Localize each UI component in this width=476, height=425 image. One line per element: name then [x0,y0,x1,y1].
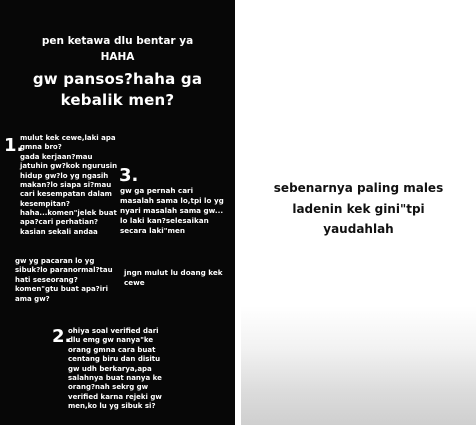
intro-line-1: pen ketawa dlu bentar ya [41,35,194,47]
headline-line-1: gw pansos?haha ga [32,70,203,88]
right-caption: sebenarnya paling males ladenin kek gini"tpi yaudahlah [273,181,444,237]
point-1-continued-text: gw yg pacaran lo yg sibuk?lo paranormal?tau hati seseorang? komen"gtu buat apa?iri ama gw? [15,257,113,303]
mouth-remark-text: jngn mulut lu doang kek cewe [124,268,223,288]
headline-line-2: kebalik men? [60,91,175,109]
point-3-text: gw ga pernah cari masalah sama lo,tpi lo yg nyari masalah sama gw... lo laki kan?selesaikan secara laki"men [120,186,224,235]
point-2-text: ohiya soal verified dari dlu emg gw nanya"ke orang gmna cara buat centang biru dan disitu gw udh berkarya,apa salahnya buat nanya ke orang?nah sekrg gw verified karna rejeki gw men,ko lu yg sibuk si? [68,327,162,410]
point-number-1: 1. [4,135,24,156]
point-number-3: 3. [119,165,139,186]
point-number-2: 2. [52,326,72,347]
left-story-panel [0,0,235,425]
right-story-panel [241,0,476,425]
intro-line-2: HAHA [100,51,135,63]
point-1-text: mulut kek cewe,laki apa gmna bro? gada kerjaan?mau jatuhin gw?kok ngurusin hidup gw?lo yg ngasih makan?lo siapa si?mau cari kesempatan dalam kesempitan? haha...komen"jelek buat apa?cari perhatian? kasian sekali andaa [20,134,118,236]
